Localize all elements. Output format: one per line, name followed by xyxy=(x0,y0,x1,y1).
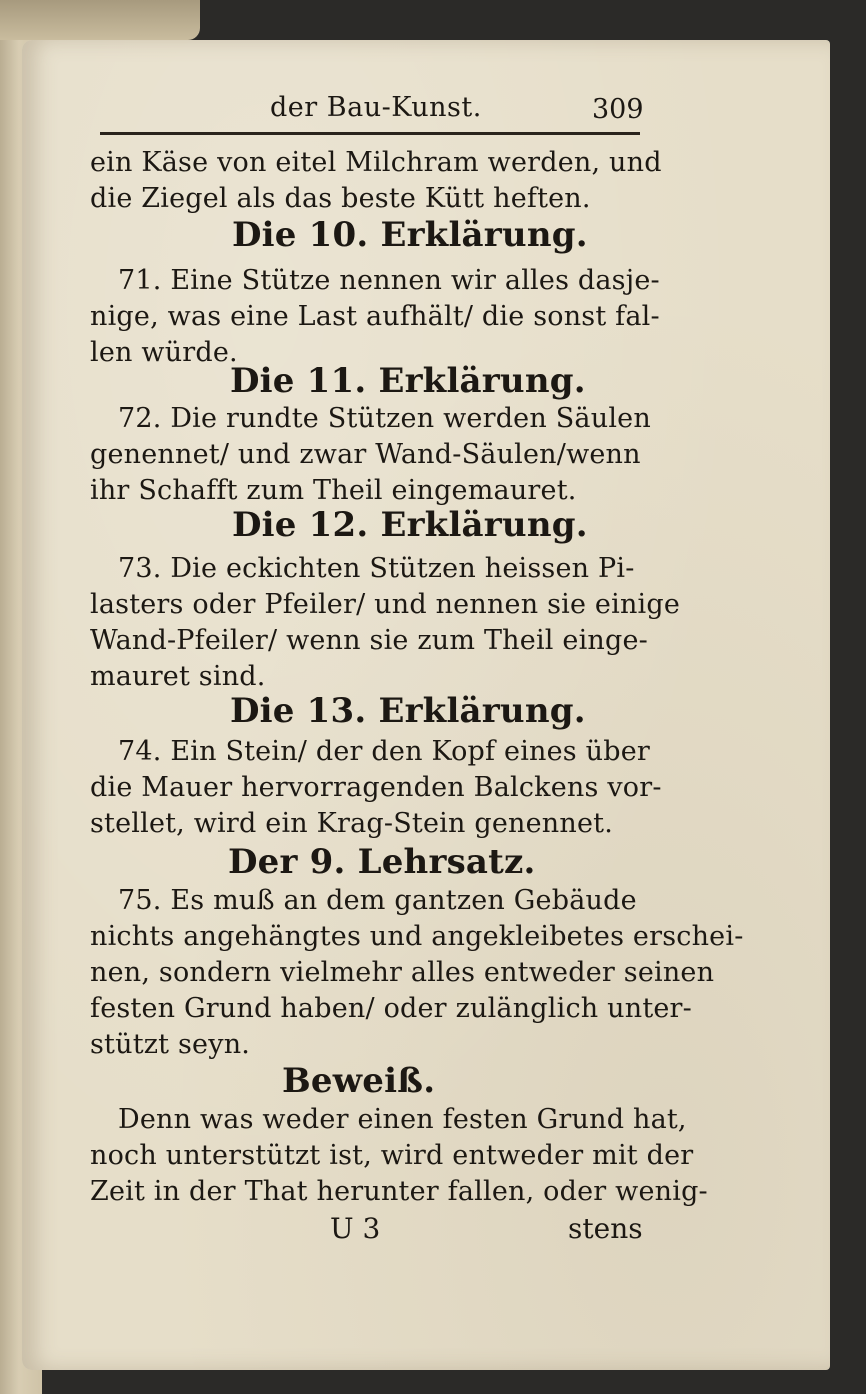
book-spine-edge xyxy=(0,0,200,40)
section-heading: Die 13. Erklärung. xyxy=(230,691,586,731)
text-line: mauret sind. xyxy=(90,661,266,692)
section-heading: Die 10. Erklärung. xyxy=(232,215,588,255)
section-heading: Die 12. Erklärung. xyxy=(232,505,588,545)
text-line: 73. Die eckichten Stützen heissen Pi- xyxy=(118,553,635,584)
text-line: Zeit in der That herunter fallen, oder wenig- xyxy=(90,1176,708,1207)
text-line: nen, sondern vielmehr alles entweder seinen xyxy=(90,957,715,988)
text-line: festen Grund haben/ oder zulänglich unter- xyxy=(90,993,692,1024)
running-head: der Bau-Kunst. xyxy=(270,92,482,123)
text-line: 71. Eine Stütze nennen wir alles dasje- xyxy=(118,265,660,296)
text-line: die Mauer hervorragenden Balckens vor- xyxy=(90,772,662,803)
section-heading: Der 9. Lehrsatz. xyxy=(228,842,536,882)
text-line: ein Käse von eitel Milchram werden, und xyxy=(90,147,662,178)
header-rule xyxy=(100,132,640,135)
text-line: lasters oder Pfeiler/ und nennen sie einige xyxy=(90,589,681,620)
text-line: Wand-Pfeiler/ wenn sie zum Theil einge- xyxy=(90,625,648,656)
text-line: genennet/ und zwar Wand-Säulen/wenn xyxy=(90,439,641,470)
text-line: noch unterstützt ist, wird entweder mit der xyxy=(90,1140,694,1171)
signature-mark: U 3 xyxy=(330,1212,381,1245)
text-line: 72. Die rundte Stützen werden Säulen xyxy=(118,403,651,434)
section-heading: Beweiß. xyxy=(282,1061,436,1101)
text-line: die Ziegel als das beste Kütt heften. xyxy=(90,183,591,214)
text-line: stellet, wird ein Krag-Stein genennet. xyxy=(90,808,613,839)
text-line: Denn was weder einen festen Grund hat, xyxy=(118,1104,687,1135)
text-line: ihr Schafft zum Theil eingemauret. xyxy=(90,475,577,506)
catchword: stens xyxy=(568,1212,643,1245)
page-number: 309 xyxy=(592,94,644,125)
section-heading: Die 11. Erklärung. xyxy=(230,361,586,401)
text-line: len würde. xyxy=(90,337,238,368)
text-line: 75. Es muß an dem gantzen Gebäude xyxy=(118,885,637,916)
text-line: stützt seyn. xyxy=(90,1029,251,1060)
text-line: nige, was eine Last aufhält/ die sonst fal- xyxy=(90,301,660,332)
text-line: 74. Ein Stein/ der den Kopf eines über xyxy=(118,736,650,767)
text-line: nichts angehängtes und angekleibetes erschei- xyxy=(90,921,744,952)
